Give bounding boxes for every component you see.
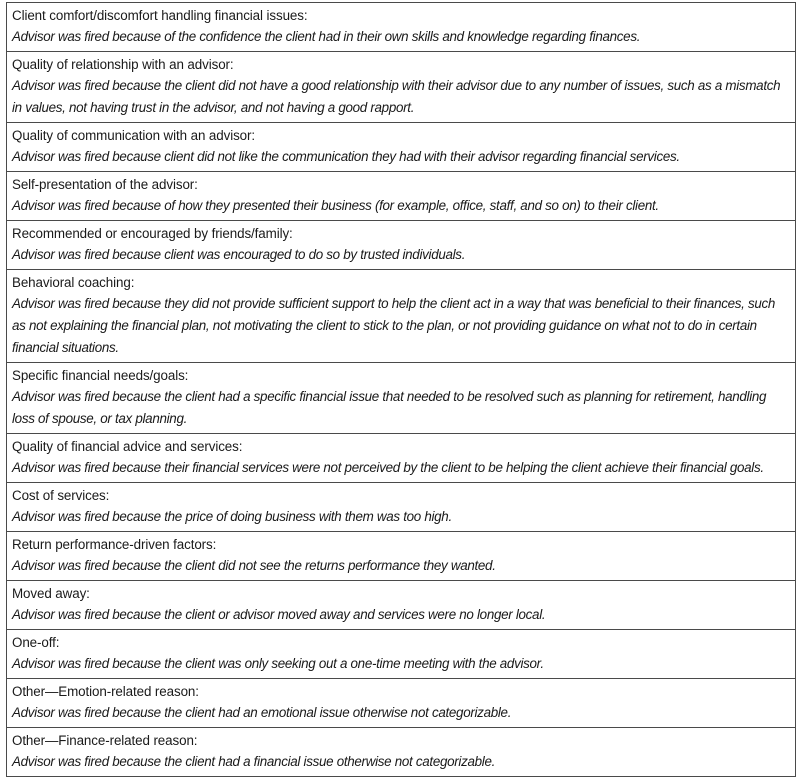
table-row bbox=[7, 629, 795, 678]
table-row bbox=[7, 51, 795, 122]
row-definition: Advisor was fired because of the confidence the client had in their own skills and knowledge regarding finances. bbox=[12, 29, 641, 44]
row-term: Quality of communication with an advisor: bbox=[12, 128, 255, 143]
table-row bbox=[7, 269, 795, 362]
row-definition: Advisor was fired because client did not like the communication they had with their advisor regarding financial services. bbox=[12, 149, 680, 164]
row-term: Other—Finance-related reason: bbox=[12, 733, 198, 748]
row-term: Quality of financial advice and services: bbox=[12, 439, 243, 454]
table-row bbox=[7, 3, 795, 51]
row-term: Return performance-driven factors: bbox=[12, 537, 217, 552]
table-row bbox=[7, 580, 795, 629]
row-term: Other—Emotion-related reason: bbox=[12, 684, 199, 699]
row-definition: Advisor was fired because they did not provide sufficient support to help the client act in a way that was beneficial to their finances, such as not explaining the financial plan, not motivating the client to stick to the plan, or not providing guidance on what not to do in certain financial situations. bbox=[12, 296, 776, 355]
row-definition: Advisor was fired because the client or advisor moved away and services were no longer local. bbox=[12, 607, 546, 622]
row-term: Self-presentation of the advisor: bbox=[12, 177, 198, 192]
table-row bbox=[7, 678, 795, 727]
row-definition: Advisor was fired because the client was only seeking out a one-time meeting with the advisor. bbox=[12, 656, 544, 671]
row-term: Moved away: bbox=[12, 586, 90, 601]
row-definition: Advisor was fired because the price of doing business with them was too high. bbox=[12, 509, 452, 524]
table-row bbox=[7, 531, 795, 580]
reasons-table bbox=[6, 2, 796, 777]
row-definition: Advisor was fired because the client did not have a good relationship with their advisor due to any number of issues, such as a mismatch in values, not having trust in the advisor, and not having a good rapport. bbox=[12, 78, 781, 115]
row-term: Specific financial needs/goals: bbox=[12, 368, 189, 383]
table-row bbox=[7, 122, 795, 171]
row-term: Client comfort/discomfort handling financial issues: bbox=[12, 8, 308, 23]
row-definition: Advisor was fired because their financial services were not perceived by the client to be helping the client achieve their financial goals. bbox=[12, 460, 764, 475]
table-row bbox=[7, 482, 795, 531]
table-row bbox=[7, 171, 795, 220]
table-row bbox=[7, 433, 795, 482]
row-term: Cost of services: bbox=[12, 488, 110, 503]
table-row bbox=[7, 220, 795, 269]
table-row bbox=[7, 362, 795, 433]
row-definition: Advisor was fired because the client did not see the returns performance they wanted. bbox=[12, 558, 496, 573]
row-definition: Advisor was fired because the client had an emotional issue otherwise not categorizable. bbox=[12, 705, 512, 720]
row-definition: Advisor was fired because client was encouraged to do so by trusted individuals. bbox=[12, 247, 466, 262]
table-row bbox=[7, 727, 795, 776]
row-term: Behavioral coaching: bbox=[12, 275, 135, 290]
row-term: Quality of relationship with an advisor: bbox=[12, 57, 234, 72]
row-term: Recommended or encouraged by friends/family: bbox=[12, 226, 293, 241]
row-term: One-off: bbox=[12, 635, 60, 650]
row-definition: Advisor was fired because of how they presented their business (for example, office, staff, and so on) to their client. bbox=[12, 198, 659, 213]
row-definition: Advisor was fired because the client had a specific financial issue that needed to be resolved such as planning for retirement, handling loss of spouse, or tax planning. bbox=[12, 389, 767, 426]
row-definition: Advisor was fired because the client had a financial issue otherwise not categorizable. bbox=[12, 754, 496, 769]
